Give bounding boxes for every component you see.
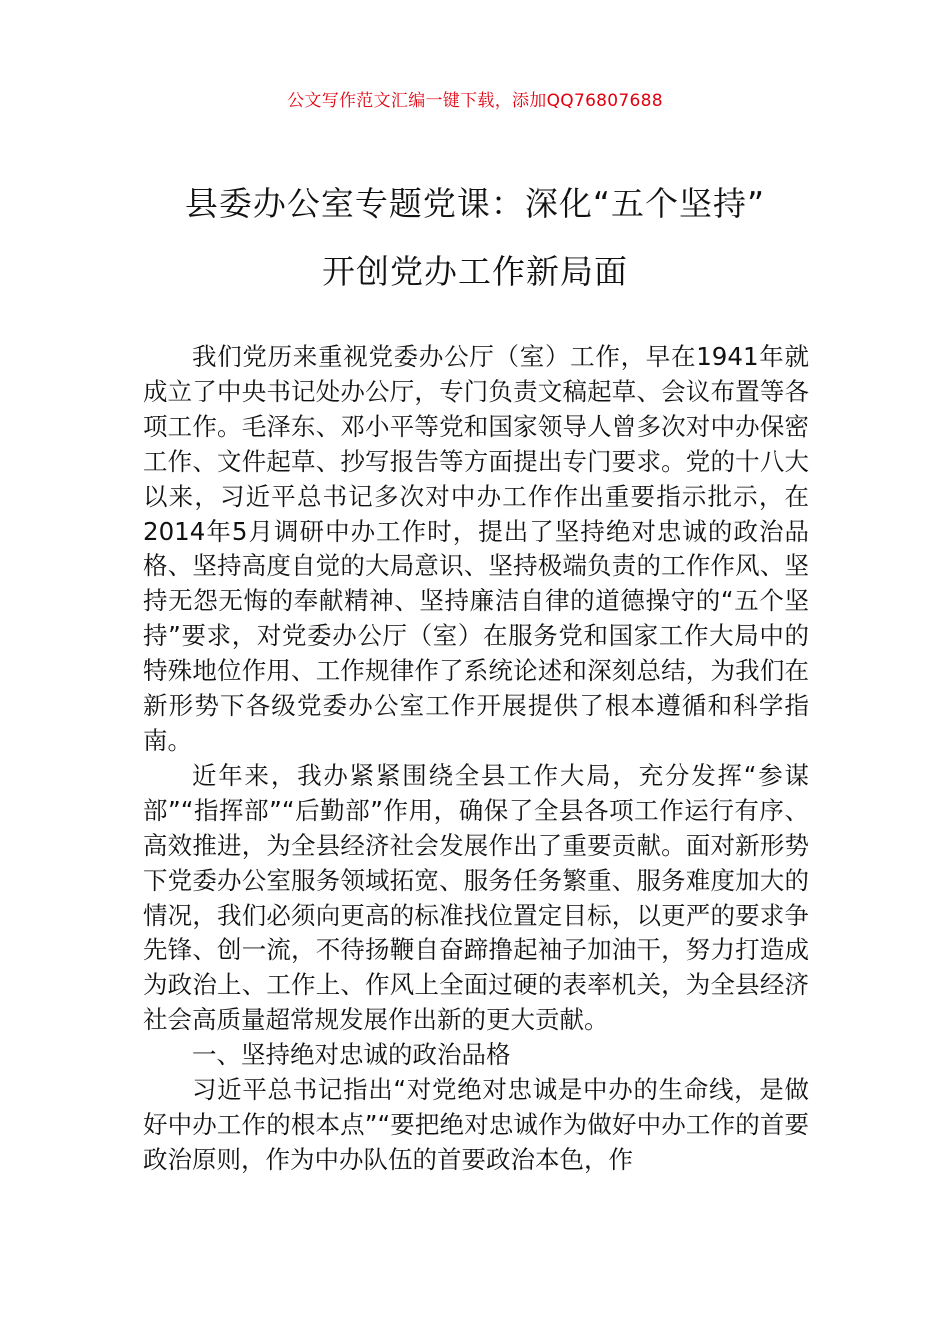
section-heading: 一、坚持绝对忠诚的政治品格 [192, 1040, 511, 1070]
watermark-banner: 公文写作范文汇编一键下载，添加QQ76807688 [287, 91, 663, 111]
body-paragraph: 习近平总书记指出“对党绝对忠诚是中办的生命线，是做好中办工作的根本点”“要把绝对忠诚作为做好中办工作的首要政治原则，作为中办队伍的首要政治本色，作 [143, 1075, 809, 1174]
body-paragraph: 我们党历来重视党委办公厅（室）工作，早在1941年就成立了中央书记处办公厅，专门负责文稿起草、会议布置等各项工作。毛泽东、邓小平等党和国家领导人曾多次对中办保密工作、文件起草、抄写报告等方面提出专门要求。党的十八大以来，习近平总书记多次对中办工作作出重要指示批示，在2014年5月调研中办工作时，提出了坚持绝对忠诚的政治品格、坚持高度自觉的大局意识、坚持极端负责的工作作风、坚持无怨无悔的奉献精神、坚持廉洁自律的道德操守的“五个坚持”要求，对党委办公厅（室）在服务党和国家工作大局中的特殊地位作用、工作规律作了系统论述和深刻总结，为我们在新形势下各级党委办公室工作开展提供了根本遵循和科学指南。 [143, 342, 809, 755]
body-paragraph: 近年来，我办紧紧围绕全县工作大局，充分发挥“参谋部”“指挥部”“后勤部”作用，确保了全县各项工作运行有序、高效推进，为全县经济社会发展作出了重要贡献。面对新形势下党委办公室服务领域拓宽、服务任务繁重、服务难度加大的情况，我们必须向更高的标准找位置定目标，以更严的要求争先锋、创一流，不待扬鞭自奋蹄撸起袖子加油干，努力打造成为政治上、工作上、作风上全面过硬的表率机关，为全县经济社会高质量超常规发展作出新的更大贡献。 [143, 760, 809, 1035]
document-body [143, 340, 809, 1178]
document-title-line-2: 开创党办工作新局面 [322, 252, 628, 291]
document-title-line-1: 县委办公室专题党课：深化“五个坚持” [184, 184, 766, 223]
